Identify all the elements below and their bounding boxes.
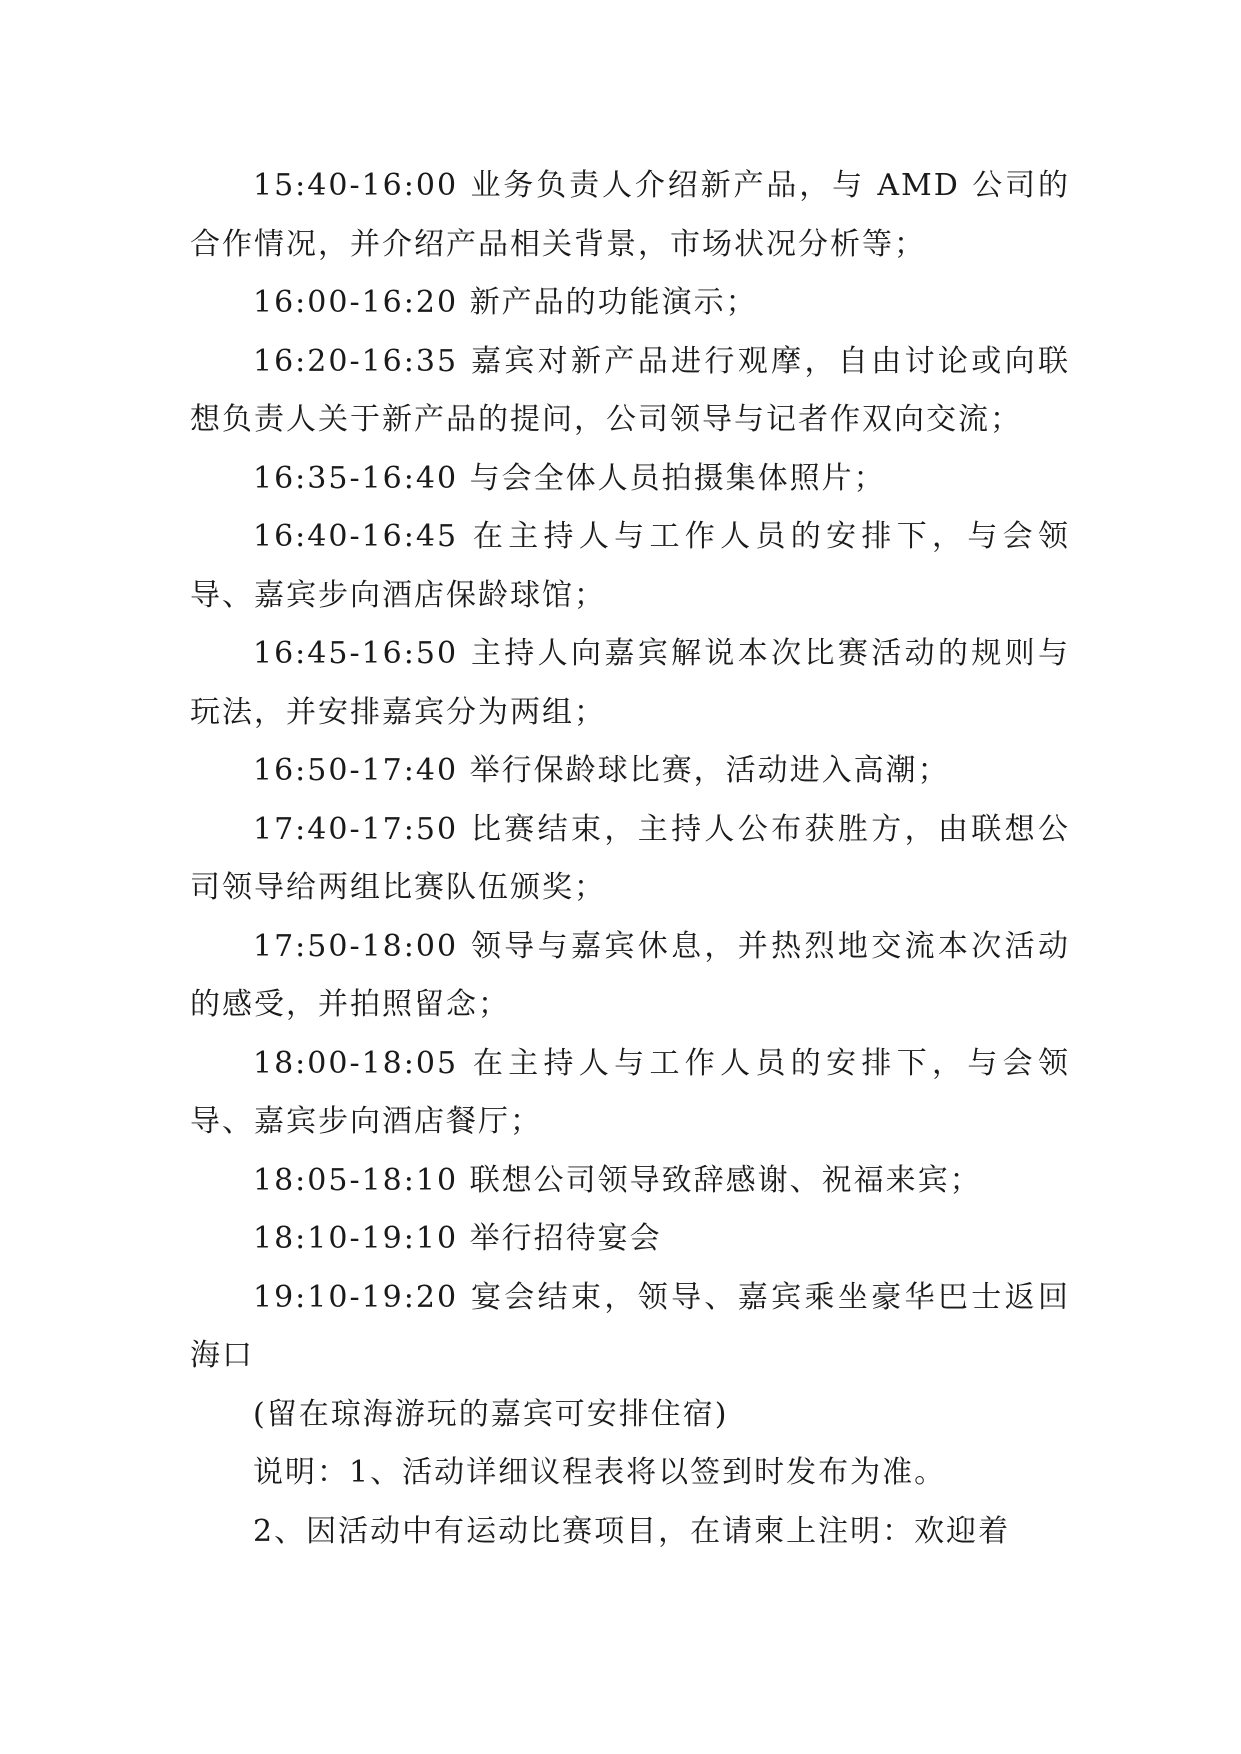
agenda-item-1645: 16:45-16:50 主持人向嘉宾解说本次比赛活动的规则与玩法，并安排嘉宾分为两组； bbox=[190, 636, 1070, 730]
accommodation-note: (留在琼海游玩的嘉宾可安排住宿) bbox=[253, 1396, 729, 1432]
agenda-item-1640: 16:40-16:45 在主持人与工作人员的安排下，与会领导、嘉宾步向酒店保龄球馆； bbox=[190, 519, 1070, 613]
agenda-item-1600: 16:00-16:20 新产品的功能演示； bbox=[253, 285, 758, 320]
agenda-item-1740: 17:40-17:50 比赛结束，主持人公布获胜方，由联想公司领导给两组比赛队伍颁奖； bbox=[190, 811, 1070, 905]
note-1: 说明：1、活动详细议程表将以签到时发布为准。 bbox=[253, 1455, 947, 1490]
note-2: 2、因活动中有运动比赛项目，在请柬上注明：欢迎着 bbox=[253, 1513, 1011, 1549]
agenda-item-1805: 18:05-18:10 联想公司领导致辞感谢、祝福来宾； bbox=[253, 1162, 982, 1198]
agenda-item-1800: 18:00-18:05 在主持人与工作人员的安排下，与会领导、嘉宾步向酒店餐厅； bbox=[190, 1045, 1070, 1139]
agenda-item-1810: 18:10-19:10 举行招待宴会 bbox=[253, 1221, 662, 1256]
agenda-item-1650: 16:50-17:40 举行保龄球比赛，活动进入高潮； bbox=[253, 753, 950, 788]
agenda-item-1910: 19:10-19:20 宴会结束，领导、嘉宾乘坐豪华巴士返回海口 bbox=[190, 1279, 1070, 1373]
agenda-item-1635: 16:35-16:40 与会全体人员拍摄集体照片； bbox=[253, 460, 886, 496]
agenda-item-1620: 16:20-16:35 嘉宾对新产品进行观摩，自由讨论或向联想负责人关于新产品的提问，公司领导与记者作双向交流； bbox=[190, 343, 1070, 437]
agenda-item-1540: 15:40-16:00 业务负责人介绍新产品，与 AMD 公司的合作情况，并介绍产品相关背景，市场状况分析等； bbox=[190, 168, 1070, 262]
agenda-item-1750: 17:50-18:00 领导与嘉宾休息，并热烈地交流本次活动的感受，并拍照留念； bbox=[190, 928, 1070, 1022]
document-body bbox=[190, 157, 1070, 1561]
